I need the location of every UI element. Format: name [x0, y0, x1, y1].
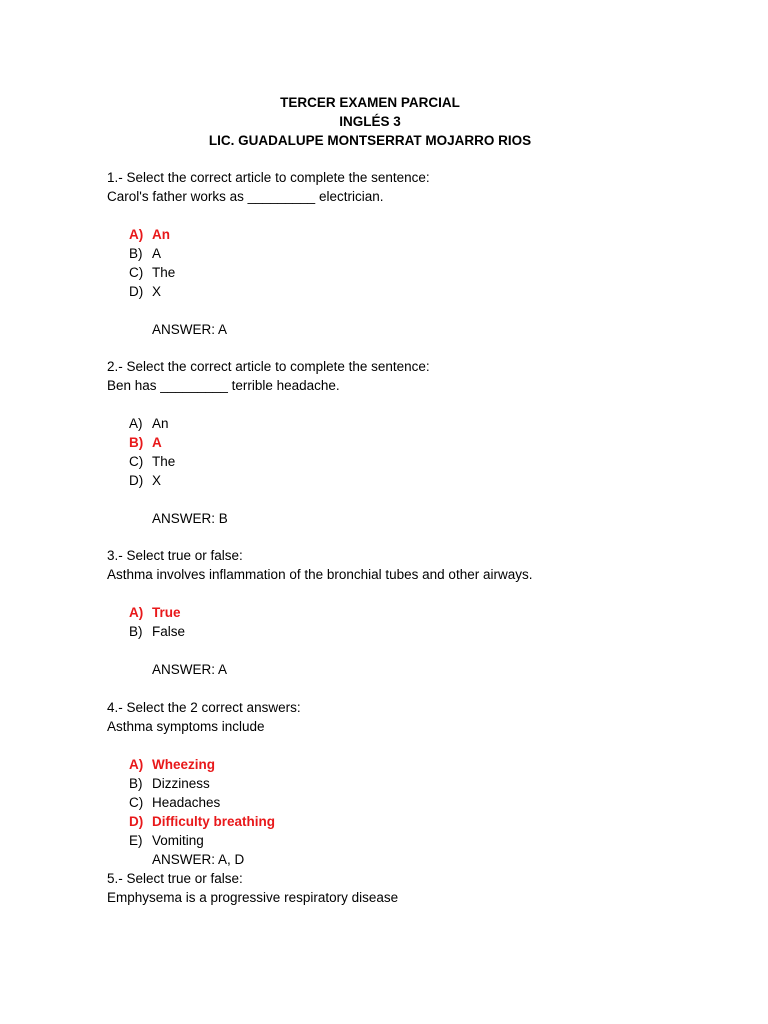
option-a: [129, 603, 707, 622]
option-label: Vomiting: [152, 833, 204, 848]
answer-line: ANSWER: A, D: [152, 852, 245, 867]
option-label: Dizziness: [152, 776, 210, 791]
question-5: [107, 869, 707, 907]
option-letter: C): [129, 265, 144, 280]
option-c: [129, 263, 707, 282]
option-b: [129, 774, 707, 793]
option-c: [129, 452, 707, 471]
option-a: [129, 414, 707, 433]
option-letter: C): [129, 795, 144, 810]
option-label: An: [152, 227, 170, 242]
option-label: The: [152, 265, 176, 280]
question-text: Ben has _________ terrible headache.: [107, 378, 340, 393]
option-b: [129, 433, 707, 452]
question-4: [107, 698, 707, 869]
option-letter: A): [129, 227, 144, 242]
option-letter: B): [129, 624, 143, 639]
exam-teacher: LIC. GUADALUPE MONTSERRAT MOJARRO RIOS: [208, 133, 532, 148]
option-letter: C): [129, 454, 144, 469]
question-prompt: 5.- Select true or false:: [107, 871, 243, 886]
option-label: X: [152, 473, 162, 488]
option-c: [129, 793, 707, 812]
option-label: Difficulty breathing: [152, 814, 276, 829]
exam-title: TERCER EXAMEN PARCIAL: [280, 95, 460, 110]
option-label: Headaches: [152, 795, 221, 810]
option-label: True: [152, 605, 181, 620]
question-text: Asthma involves inflammation of the bronchial tubes and other airways.: [107, 567, 533, 582]
option-label: An: [152, 416, 169, 431]
option-d: [129, 812, 707, 831]
option-label: X: [152, 284, 162, 299]
question-prompt: 4.- Select the 2 correct answers:: [107, 700, 301, 715]
question-prompt: 3.- Select true or false:: [107, 548, 243, 563]
option-list: [107, 225, 707, 301]
option-d: [129, 471, 707, 490]
question-prompt: 2.- Select the correct article to complete the sentence:: [107, 359, 430, 374]
option-letter: D): [129, 284, 144, 299]
option-a: [129, 755, 707, 774]
option-label: False: [152, 624, 186, 639]
option-e: [129, 831, 707, 850]
question-2: [107, 357, 707, 528]
option-letter: D): [129, 473, 144, 488]
option-d: [129, 282, 707, 301]
option-label: The: [152, 454, 176, 469]
option-label: A: [152, 246, 162, 261]
option-letter: D): [129, 814, 144, 829]
question-text: Emphysema is a progressive respiratory disease: [107, 890, 399, 905]
option-a: [129, 225, 707, 244]
option-list: [107, 603, 707, 641]
option-letter: B): [129, 776, 143, 791]
answer-line: ANSWER: A: [152, 662, 228, 677]
question-prompt: 1.- Select the correct article to complete the sentence:: [107, 170, 430, 185]
question-3: [107, 546, 707, 679]
option-label: A: [152, 435, 162, 450]
exam-subject: INGLÉS 3: [339, 114, 401, 129]
option-letter: A): [129, 757, 144, 772]
option-b: [129, 622, 707, 641]
option-letter: B): [129, 435, 144, 450]
question-text: Carol's father works as _________ electrician.: [107, 189, 384, 204]
answer-line: ANSWER: B: [152, 511, 228, 526]
option-b: [129, 244, 707, 263]
exam-header: [0, 93, 640, 150]
option-letter: A): [129, 416, 143, 431]
option-label: Wheezing: [152, 757, 215, 772]
option-letter: B): [129, 246, 143, 261]
option-letter: E): [129, 833, 143, 848]
answer-line: ANSWER: A: [152, 322, 228, 337]
option-list: [107, 414, 707, 490]
question-text: Asthma symptoms include: [107, 719, 265, 734]
option-letter: A): [129, 605, 144, 620]
option-list: [107, 755, 707, 850]
question-1: [107, 168, 707, 339]
